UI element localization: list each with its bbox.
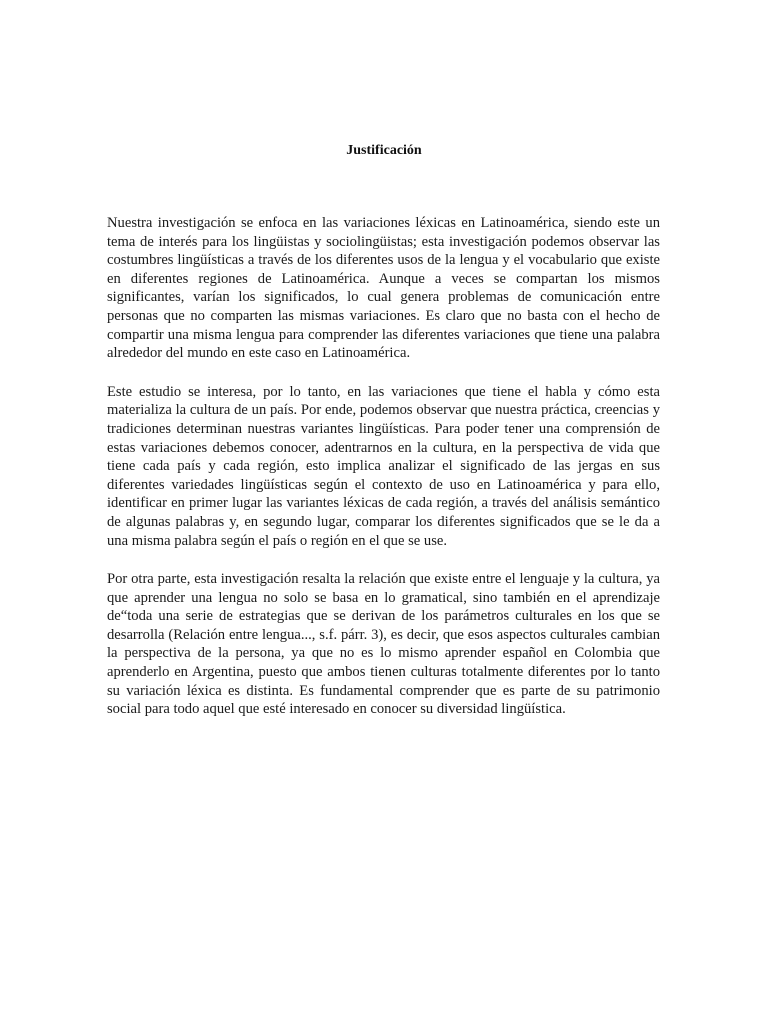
document-body bbox=[107, 214, 660, 739]
paragraph-2: Este estudio se interesa, por lo tanto, en las variaciones que tiene el habla y cómo esta materializa la cultura de un país. Por ende, podemos observar que nuestra práctica, creencias y tradiciones determinan nuestras variantes lingüísticas. Para poder tener una comprensión de estas variaciones debemos conocer, adentrarnos en la cultura, en la perspectiva de vida que tiene cada país y cada región, esto implica analizar el significado de las jergas en sus diferentes variedades lingüísticas según el contexto de uso en Latinoamérica y para ello, identificar en primer lugar las variantes léxicas de cada región, a través del análisis semántico de algunas palabras y, en segundo lugar, comparar los diferentes significados que se le da a una misma palabra según el país o región en el que se use. bbox=[107, 383, 660, 549]
paragraph-3: Por otra parte, esta investigación resalta la relación que existe entre el lenguaje y la cultura, ya que aprender una lengua no solo se basa en lo gramatical, sino también en el aprendizaje de“toda una serie de estrategias que se derivan de los parámetros culturales en los que se desarrolla (Relación entre lengua..., s.f. párr. 3), es decir, que esos aspectos culturales cambian la perspectiva de la persona, ya que no es lo mismo aprender español en Colombia que aprenderlo en Argentina, puesto que ambos tienen culturas totalmente diferentes por lo tanto su variación léxica es distinta. Es fundamental comprender que es parte de su patrimonio social para todo aquel que esté interesado en conocer su diversidad lingüística. bbox=[107, 571, 660, 718]
document-title: Justificación bbox=[346, 143, 422, 158]
paragraph-1: Nuestra investigación se enfoca en las variaciones léxicas en Latinoamérica, siendo este un tema de interés para los lingüistas y sociolingüistas; esta investigación podemos observar las costumbres lingüísticas a través de los diferentes usos de la lengua y el vocabulario que existe en diferentes regiones de Latinoamérica. Aunque a veces se compartan los mismos significantes, varían los significados, lo cual genera problemas de comunicación entre personas que no comparten las mismas variaciones. Es claro que no basta con el hecho de compartir una misma lengua para comprender las diferentes variaciones que tiene una palabra alrededor del mundo en este caso en Latinoamérica. bbox=[107, 215, 660, 362]
